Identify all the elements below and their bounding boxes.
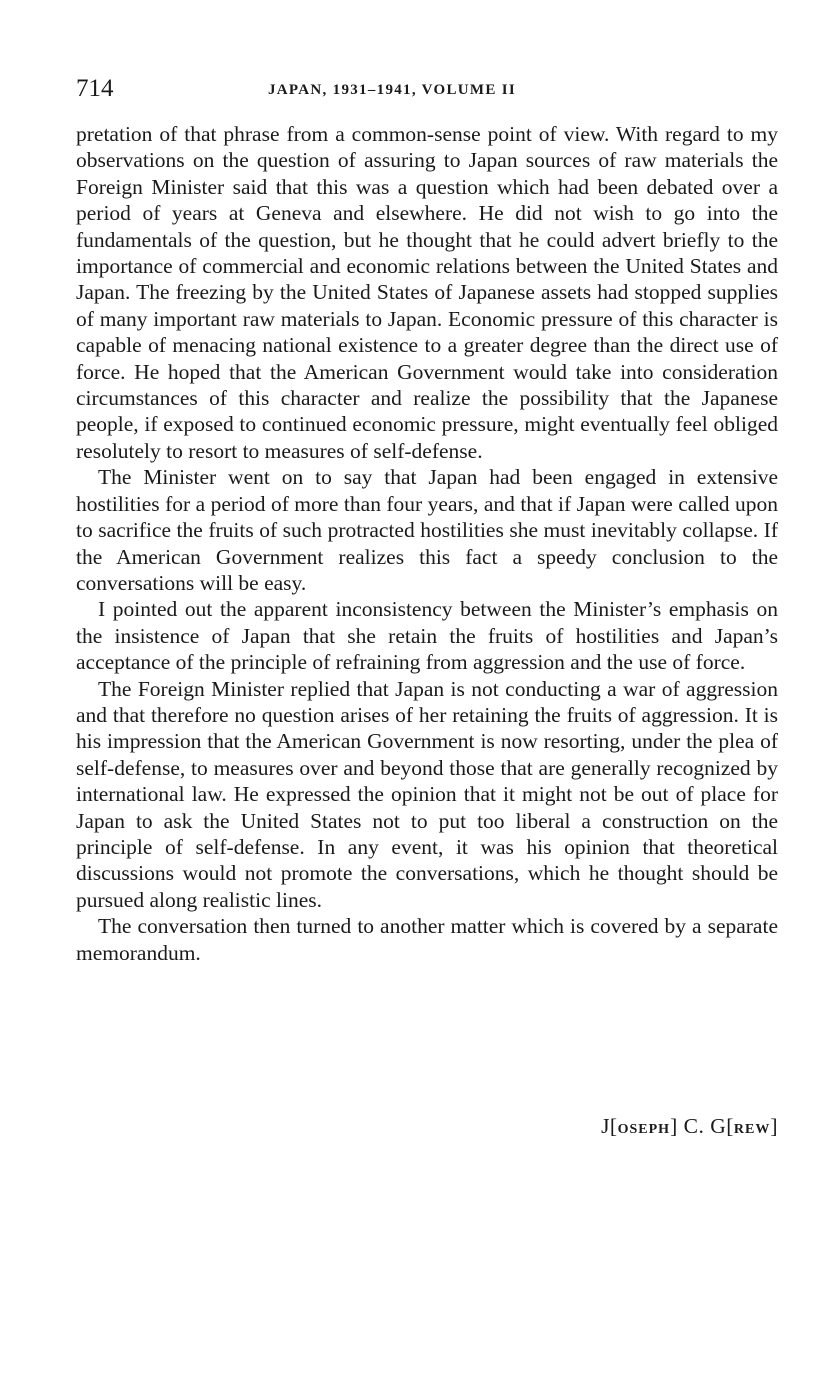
signature-middle: ] C. G[ [670,1114,734,1138]
running-title: JAPAN, 1931–1941, VOLUME II [268,82,517,98]
page-number: 714 [76,75,114,102]
signature-first-initial: J[ [601,1114,618,1138]
signature [601,1112,778,1144]
signature-close: ] [770,1114,778,1138]
signature-first-rest: OSEPH [617,1122,671,1137]
paragraph-1: pretation of that phrase from a common-sense point of view. With regard to my observations on the question of assuring to Japan sources of raw materials the Foreign Minister said that this was a question which had been debated over a period of years at Geneva and elsewhere. He did not wish to go into the fundamentals of the question, but he thought that he could advert briefly to the importance of commercial and economic relations between the United States and Japan. The freezing by the United States of Japanese assets had stopped supplies of many important raw materials to Japan. Economic pressure of this character is capable of menacing national existence to a greater degree than the direct use of force. He hoped that the American Government would take into consideration circumstances of this character and realize the possibility that the Japanese people, if exposed to continued economic pressure, might eventually feel obliged resolutely to resort to measures of self-defense. [76,122,778,463]
body-text [76,121,778,966]
paragraph-4: The Foreign Minister replied that Japan is not conducting a war of aggression and that therefore no question arises of her retaining the fruits of aggression. It is his impression that the American Government is now resorting, under the plea of self-defense, to measures over and beyond those that are generally recognized by international law. He expressed the opinion that it might not be out of place for Japan to ask the United States not to put too liberal a construction on the principle of self-defense. In any event, it was his opinion that theoretical discussions would not promote the conversations, which he thought should be pursued along realistic lines. [76,676,778,912]
running-head [76,74,778,104]
signature-last-rest: REW [733,1122,771,1137]
paragraph-5: The conversation then turned to another matter which is covered by a separate memorandum. [76,914,778,965]
paragraph-3: I pointed out the apparent inconsistency between the Minister’s emphasis on the insistence of Japan that she retain the fruits of hostilities and Japan’s acceptance of the principle of refraining from aggression and the use of force. [76,597,778,675]
paragraph-2: The Minister went on to say that Japan had been engaged in extensive hostilities for a period of more than four years, and that if Japan were called upon to sacrifice the fruits of such protracted hostilities she must inevitably collapse. If the American Government realizes this fact a speedy conclusion to the conversations will be easy. [76,465,778,595]
